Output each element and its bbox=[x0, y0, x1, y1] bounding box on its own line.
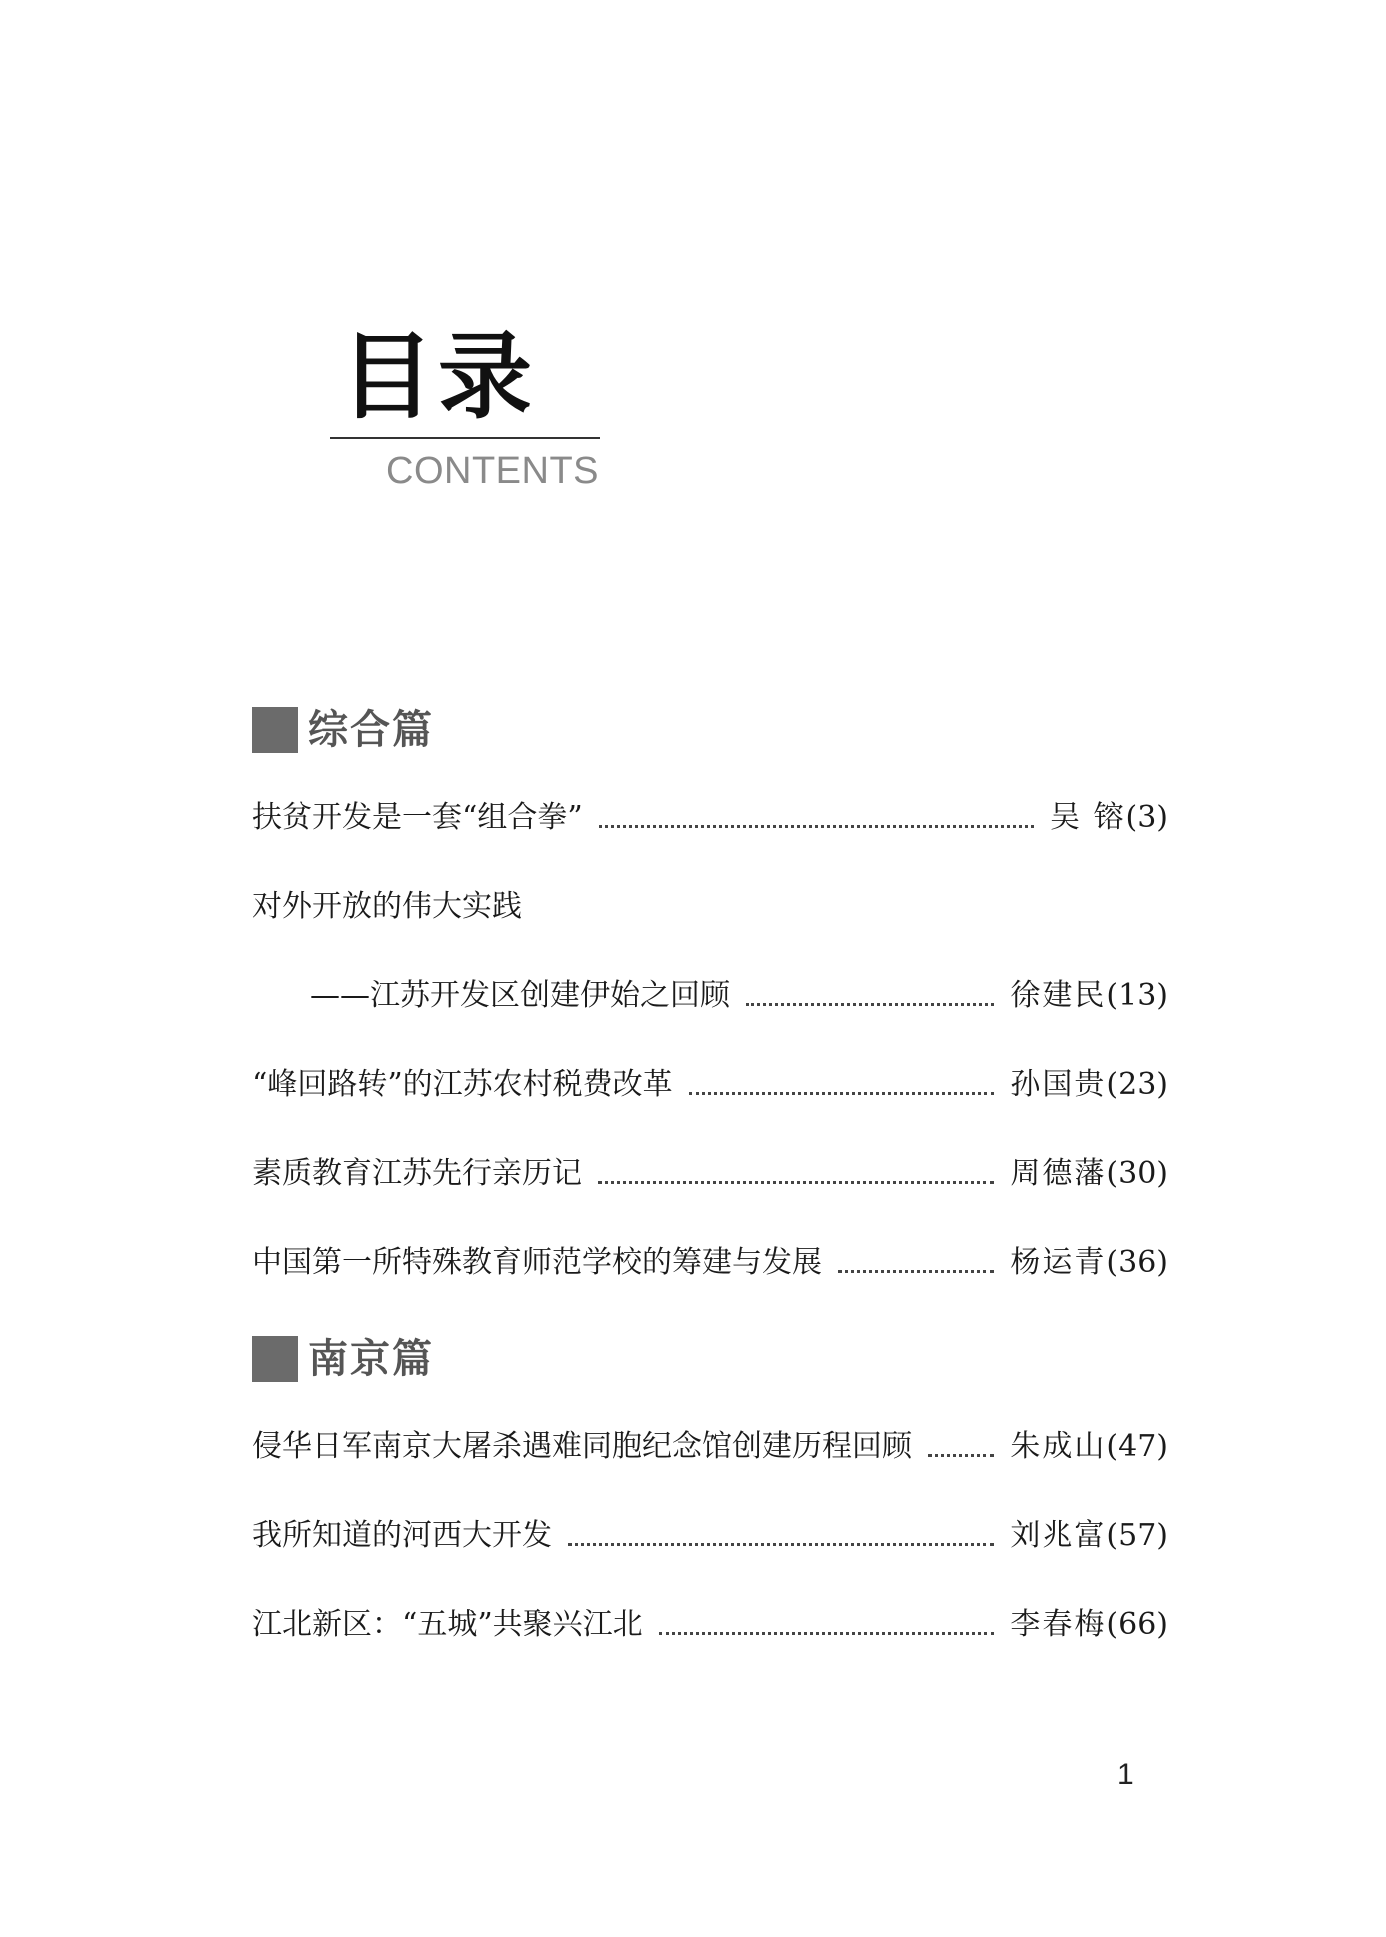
toc-entry[interactable] bbox=[252, 1240, 1168, 1286]
toc-entry[interactable] bbox=[310, 973, 1168, 1019]
dot-leader bbox=[746, 1003, 994, 1006]
entry-title: 我所知道的河西大开发 bbox=[252, 1518, 552, 1553]
entry-title: 中国第一所特殊教育师范学校的筹建与发展 bbox=[252, 1245, 822, 1280]
section-label: 综合篇 bbox=[308, 707, 434, 753]
entry-page: (57) bbox=[1106, 1518, 1168, 1553]
dot-leader bbox=[599, 825, 1034, 828]
title-divider bbox=[330, 437, 600, 439]
page-number: 1 bbox=[1117, 1758, 1134, 1791]
section-marker-icon bbox=[252, 1336, 298, 1382]
toc-entry-heading[interactable] bbox=[252, 884, 1168, 930]
entry-page: (13) bbox=[1106, 978, 1168, 1013]
section-marker-icon bbox=[252, 707, 298, 753]
entry-author: 李春梅 bbox=[1010, 1607, 1107, 1642]
entry-title: ——江苏开发区创建伊始之回顾 bbox=[310, 978, 730, 1013]
entry-page: (47) bbox=[1106, 1429, 1168, 1464]
section-header-nanjing bbox=[252, 1335, 434, 1383]
page-title: 目录 bbox=[340, 322, 537, 432]
toc-entry[interactable] bbox=[252, 1151, 1168, 1197]
entry-title: 侵华日军南京大屠杀遇难同胞纪念馆创建历程回顾 bbox=[252, 1429, 912, 1464]
dot-leader bbox=[598, 1181, 994, 1184]
dot-leader bbox=[838, 1270, 994, 1273]
entry-author: 刘兆富 bbox=[1010, 1518, 1107, 1553]
entry-title: 对外开放的伟大实践 bbox=[252, 889, 522, 924]
toc-entry[interactable] bbox=[252, 1424, 1168, 1470]
entry-author: 吴 镕 bbox=[1049, 800, 1126, 835]
dot-leader bbox=[928, 1454, 994, 1457]
toc-entry[interactable] bbox=[252, 795, 1168, 841]
toc-entry[interactable] bbox=[252, 1062, 1168, 1108]
dot-leader bbox=[568, 1543, 994, 1546]
dot-leader bbox=[689, 1092, 995, 1095]
entry-page: (3) bbox=[1125, 800, 1168, 835]
entry-page: (23) bbox=[1106, 1067, 1168, 1102]
entry-title: 扶贫开发是一套“组合拳” bbox=[252, 800, 583, 835]
entry-author: 周德藩 bbox=[1010, 1156, 1107, 1191]
section-label: 南京篇 bbox=[308, 1336, 434, 1382]
entry-author: 徐建民 bbox=[1010, 978, 1107, 1013]
section-header-comprehensive bbox=[252, 706, 434, 754]
entry-page: (30) bbox=[1106, 1156, 1168, 1191]
toc-entry[interactable] bbox=[252, 1602, 1168, 1648]
entry-author: 杨运青 bbox=[1010, 1245, 1107, 1280]
entry-author: 孙国贵 bbox=[1010, 1067, 1107, 1102]
entry-page: (36) bbox=[1106, 1245, 1168, 1280]
entry-page: (66) bbox=[1106, 1607, 1168, 1642]
page-subtitle: CONTENTS bbox=[386, 450, 599, 492]
entry-title: 素质教育江苏先行亲历记 bbox=[252, 1156, 582, 1191]
entry-title: 江北新区：“五城”共聚兴江北 bbox=[252, 1607, 643, 1642]
dot-leader bbox=[659, 1632, 995, 1635]
entry-author: 朱成山 bbox=[1010, 1429, 1107, 1464]
toc-entry[interactable] bbox=[252, 1513, 1168, 1559]
entry-title: “峰回路转”的江苏农村税费改革 bbox=[252, 1067, 673, 1102]
